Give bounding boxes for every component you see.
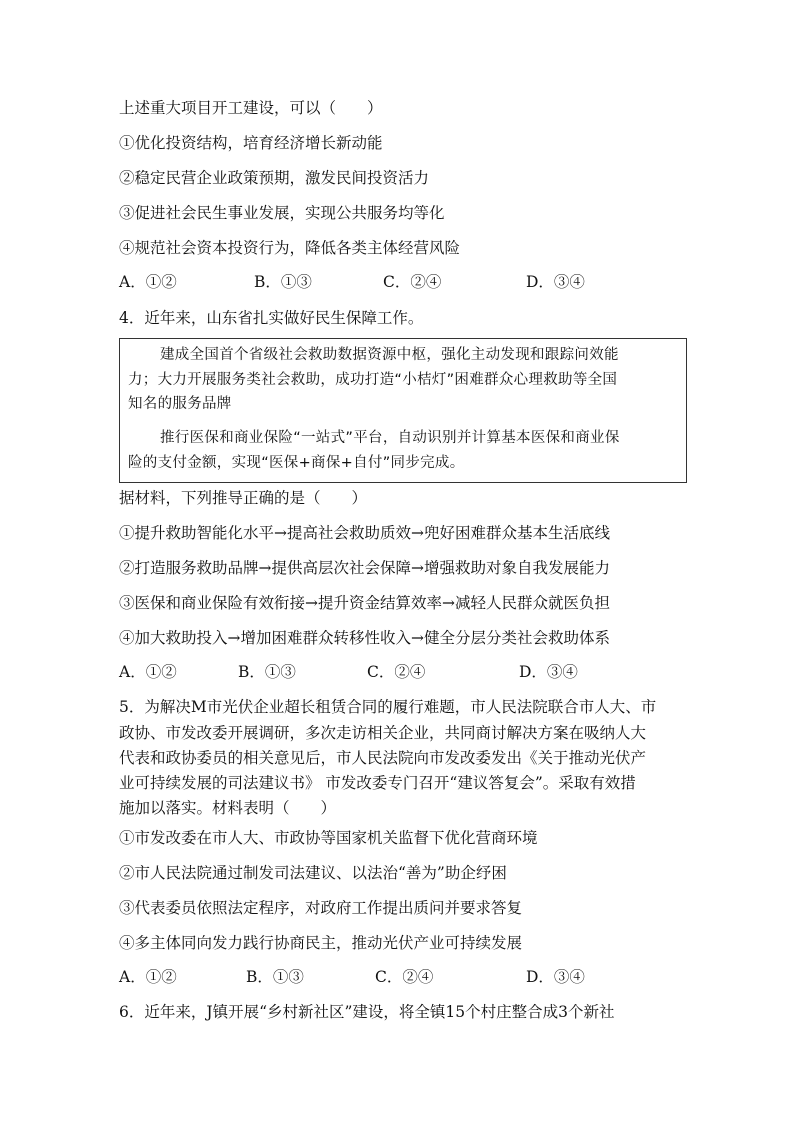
q5-stem-line-4: 业可持续发展的司法建议书》 市发改委专门召开“建议答复会”。采取有效措 [119, 774, 636, 792]
q4-item-1: ①提升救助智能化水平→提高社会救助质效→兜好困难群众基本生活底线 [119, 524, 610, 542]
q4-option-a: A．①② [119, 663, 177, 681]
q5-item-2: ②市人民法院通过制发司法建议、以法治“善为”助企纾困 [119, 864, 507, 882]
q5-stem-line-5: 施加以落实。材料表明（ ） [119, 799, 337, 817]
q3-option-d: D．③④ [526, 273, 585, 291]
q5-stem-line-3: 代表和政协委员的相关意见后，市人民法院向市发改委发出《关于推动光伏产 [119, 749, 647, 767]
q4-item-4: ④加大救助投入→增加困难群众转移性收入→健全分层分类社会救助体系 [119, 629, 610, 647]
q5-option-b: B．①③ [246, 968, 304, 986]
q3-item-1: ①优化投资结构，培育经济增长新动能 [119, 134, 383, 152]
q4-material-line-2: 力；大力开展服务类社会救助，成功打造“小桔灯”困难群众心理救助等全国 [128, 372, 618, 388]
q6-stem: 6．近年来，J镇开展“乡村新社区”建设，将全镇15个村庄整合成3个新社 [119, 1003, 615, 1021]
q5-option-d: D．③④ [526, 968, 585, 986]
q5-item-4: ④多主体同向发力践行协商民主，推动光伏产业可持续发展 [119, 934, 523, 952]
q4-option-d: D．③④ [519, 663, 578, 681]
q4-option-c: C．②④ [367, 663, 426, 681]
q5-stem-line-1: 5．为解决M市光伏企业超长租赁合同的履行难题，市人民法院联合市人大、市 [119, 698, 657, 716]
q4-material-line-5: 险的支付金额，实现“医保+商保+自付”同步完成。 [128, 455, 465, 471]
q4-material-line-1: 建成全国首个省级社会救助数据资源中枢，强化主动发现和跟踪问效能 [160, 347, 619, 363]
q5-option-c: C．②④ [375, 968, 434, 986]
q5-item-1: ①市发改委在市人大、市政协等国家机关监督下优化营商环境 [119, 829, 538, 847]
q3-stem: 上述重大项目开工建设，可以（ ） [119, 99, 383, 117]
q4-material-line-3: 知名的服务品牌 [128, 396, 232, 412]
q3-item-2: ②稳定民营企业政策预期，激发民间投资活力 [119, 169, 430, 187]
q4-option-b: B．①③ [238, 663, 296, 681]
q5-option-a: A．①② [119, 968, 177, 986]
q4-stem: 据材料，下列推导正确的是（ ） [119, 489, 368, 507]
q5-stem-line-2: 政协、市发改委开展调研，多次走访相关企业，共同商讨解决方案在吸纳人大 [119, 724, 647, 742]
q3-item-3: ③促进社会民生事业发展，实现公共服务均等化 [119, 204, 445, 222]
q3-option-c: C．②④ [383, 273, 442, 291]
q4-item-3: ③医保和商业保险有效衔接→提升资金结算效率→减轻人民群众就医负担 [119, 594, 610, 612]
q3-item-4: ④规范社会资本投资行为，降低各类主体经营风险 [119, 239, 461, 257]
q3-option-b: B．①③ [254, 273, 312, 291]
q5-item-3: ③代表委员依照法定程序，对政府工作提出质问并要求答复 [119, 899, 523, 917]
q3-option-a: A．①② [119, 273, 177, 291]
q4-material-line-4: 推行医保和商业保险“一站式”平台，自动识别并计算基本医保和商业保 [160, 430, 620, 446]
q4-item-2: ②打造服务救助品牌→提供高层次社会保障→增强救助对象自我发展能力 [119, 559, 610, 577]
q4-intro: 4．近年来，山东省扎实做好民生保障工作。 [119, 309, 424, 327]
q4-material-box [119, 338, 687, 483]
